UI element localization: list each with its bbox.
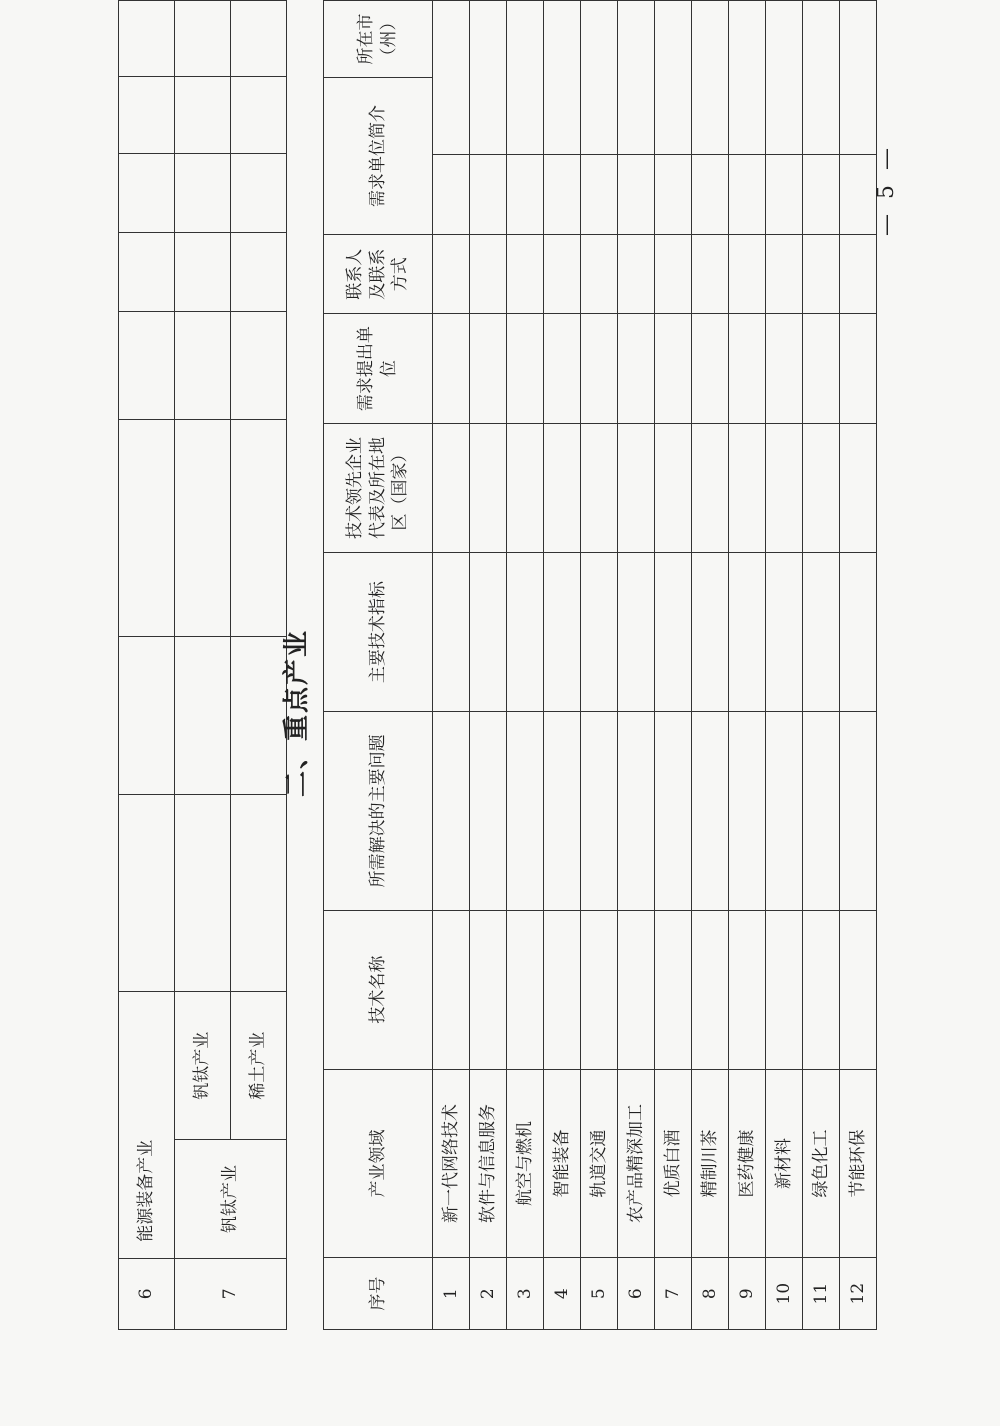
empty-cell [766,712,803,911]
empty-cell [766,314,803,423]
field-cell: 能源装备产业 [119,992,175,1259]
empty-cell [175,420,231,637]
empty-cell [840,1,877,155]
empty-cell [618,234,655,314]
empty-cell [618,314,655,423]
empty-cell [581,553,618,712]
field-cell: 钒钛产业 [175,1140,287,1259]
empty-cell [507,234,544,314]
seq-cell: 7 [175,1258,287,1329]
empty-cell [581,155,618,235]
empty-cell [618,1,655,155]
table-row [544,1,581,1330]
empty-cell [692,155,729,235]
table-row [766,1,803,1330]
empty-cell [840,712,877,911]
empty-cell [803,155,840,235]
empty-cell [655,314,692,423]
empty-cell [692,234,729,314]
empty-cell [470,910,507,1069]
empty-cell [803,553,840,712]
header-leading-enterprise: 技术领先企业代表及所在地区（国家） [324,423,433,552]
empty-cell [840,314,877,423]
empty-cell [766,910,803,1069]
table-row [581,1,618,1330]
empty-cell [618,910,655,1069]
empty-cell [119,233,175,312]
field-cell: 新一代网络技术 [433,1069,470,1258]
table-row [507,1,544,1330]
table-row [692,1,729,1330]
header-requesting-unit: 需求提出单位 [324,314,433,423]
empty-cell [119,311,175,419]
empty-cell [692,910,729,1069]
sub-field-cell: 钒钛产业 [175,992,231,1140]
empty-cell [433,155,470,235]
empty-cell [766,423,803,552]
seq-cell: 2 [470,1258,507,1330]
empty-cell [507,423,544,552]
empty-cell [803,423,840,552]
empty-cell [507,553,544,712]
empty-cell [544,712,581,911]
empty-cell [470,712,507,911]
empty-cell [433,234,470,314]
table-row [729,1,766,1330]
empty-cell [119,77,175,154]
empty-cell [470,423,507,552]
empty-cell [175,77,231,154]
empty-cell [544,423,581,552]
empty-cell [692,1,729,155]
field-cell: 轨道交通 [581,1069,618,1258]
empty-cell [433,712,470,911]
empty-cell [175,1,231,77]
empty-cell [175,311,231,419]
empty-cell [581,910,618,1069]
empty-cell [544,910,581,1069]
seq-cell: 6 [119,1258,175,1329]
empty-cell [840,155,877,235]
header-contact: 联系人及联系方式 [324,234,433,314]
empty-cell [655,234,692,314]
empty-cell [470,553,507,712]
empty-cell [470,1,507,155]
empty-cell [729,423,766,552]
seq-cell: 3 [507,1258,544,1330]
empty-cell [655,155,692,235]
table-row [840,1,877,1330]
empty-cell [470,314,507,423]
key-industries-table [323,0,877,1330]
seq-cell: 9 [729,1258,766,1330]
empty-cell [507,155,544,235]
empty-cell [119,1,175,77]
header-unit-intro: 需求单位简介 [324,77,433,234]
empty-cell [766,1,803,155]
empty-cell [655,1,692,155]
field-cell: 航空与燃机 [507,1069,544,1258]
empty-cell [655,553,692,712]
field-cell: 优质白酒 [655,1069,692,1258]
empty-cell [840,234,877,314]
empty-cell [507,314,544,423]
empty-cell [470,234,507,314]
empty-cell [655,910,692,1069]
empty-cell [581,1,618,155]
empty-cell [433,423,470,552]
field-cell: 绿色化工 [803,1069,840,1258]
header-tech-name: 技术名称 [324,910,433,1069]
empty-cell [507,712,544,911]
empty-cell [803,234,840,314]
section-title: 二、重点产业 [282,629,312,798]
seq-cell: 4 [544,1258,581,1330]
seq-cell: 5 [581,1258,618,1330]
empty-cell [433,553,470,712]
table-row [618,1,655,1330]
field-cell: 智能装备 [544,1069,581,1258]
continuation-table [118,0,287,1330]
empty-cell [766,234,803,314]
empty-cell [840,910,877,1069]
empty-cell [433,910,470,1069]
empty-cell [729,234,766,314]
field-cell: 节能环保 [840,1069,877,1258]
field-cell: 精制川茶 [692,1069,729,1258]
empty-cell [692,712,729,911]
empty-cell [175,154,231,233]
empty-cell [433,314,470,423]
header-indicators: 主要技术指标 [324,553,433,712]
empty-cell [766,553,803,712]
empty-cell [692,314,729,423]
empty-cell [729,910,766,1069]
empty-cell [470,155,507,235]
empty-cell [544,553,581,712]
table-row [175,1,231,1330]
empty-cell [803,1,840,155]
empty-cell [544,314,581,423]
empty-cell [618,553,655,712]
header-field: 产业领域 [324,1069,433,1258]
seq-cell: 1 [433,1258,470,1330]
empty-cell [581,234,618,314]
seq-cell: 11 [803,1258,840,1330]
empty-cell [544,155,581,235]
empty-cell [544,234,581,314]
empty-cell [119,794,175,991]
header-row [324,1,433,1330]
empty-cell [692,423,729,552]
empty-cell [618,712,655,911]
field-cell: 农产品精深加工 [618,1069,655,1258]
empty-cell [618,423,655,552]
empty-cell [119,420,175,637]
empty-cell [655,423,692,552]
table-row [803,1,840,1330]
empty-cell [729,712,766,911]
header-seq: 序号 [324,1258,433,1330]
table-row [433,1,470,1330]
sub-field-cell: 稀土产业 [231,992,287,1140]
empty-cell [175,794,231,991]
empty-cell [175,637,231,795]
header-city: 所在市（州） [324,1,433,78]
empty-cell [840,553,877,712]
seq-cell: 12 [840,1258,877,1330]
table-row [119,1,175,1330]
empty-cell [803,712,840,911]
page-number: — 5 — [874,144,899,236]
table-row [470,1,507,1330]
empty-cell [766,155,803,235]
empty-cell [581,712,618,911]
field-cell: 医药健康 [729,1069,766,1258]
empty-cell [840,423,877,552]
seq-cell: 7 [655,1258,692,1330]
empty-cell [119,154,175,233]
field-cell: 新材料 [766,1069,803,1258]
empty-cell [729,314,766,423]
table-row [655,1,692,1330]
field-cell: 软件与信息服务 [470,1069,507,1258]
empty-cell [803,314,840,423]
empty-cell [507,910,544,1069]
empty-cell [729,1,766,155]
empty-cell [655,712,692,911]
seq-cell: 8 [692,1258,729,1330]
empty-cell [581,314,618,423]
seq-cell: 6 [618,1258,655,1330]
empty-cell [433,1,470,155]
empty-cell [507,1,544,155]
empty-cell [544,1,581,155]
empty-cell [618,155,655,235]
empty-cell [729,155,766,235]
empty-cell [729,553,766,712]
empty-cell [803,910,840,1069]
empty-cell [581,423,618,552]
header-problem: 所需解决的主要问题 [324,712,433,911]
seq-cell: 10 [766,1258,803,1330]
empty-cell [692,553,729,712]
empty-cell [119,637,175,795]
empty-cell [175,233,231,312]
